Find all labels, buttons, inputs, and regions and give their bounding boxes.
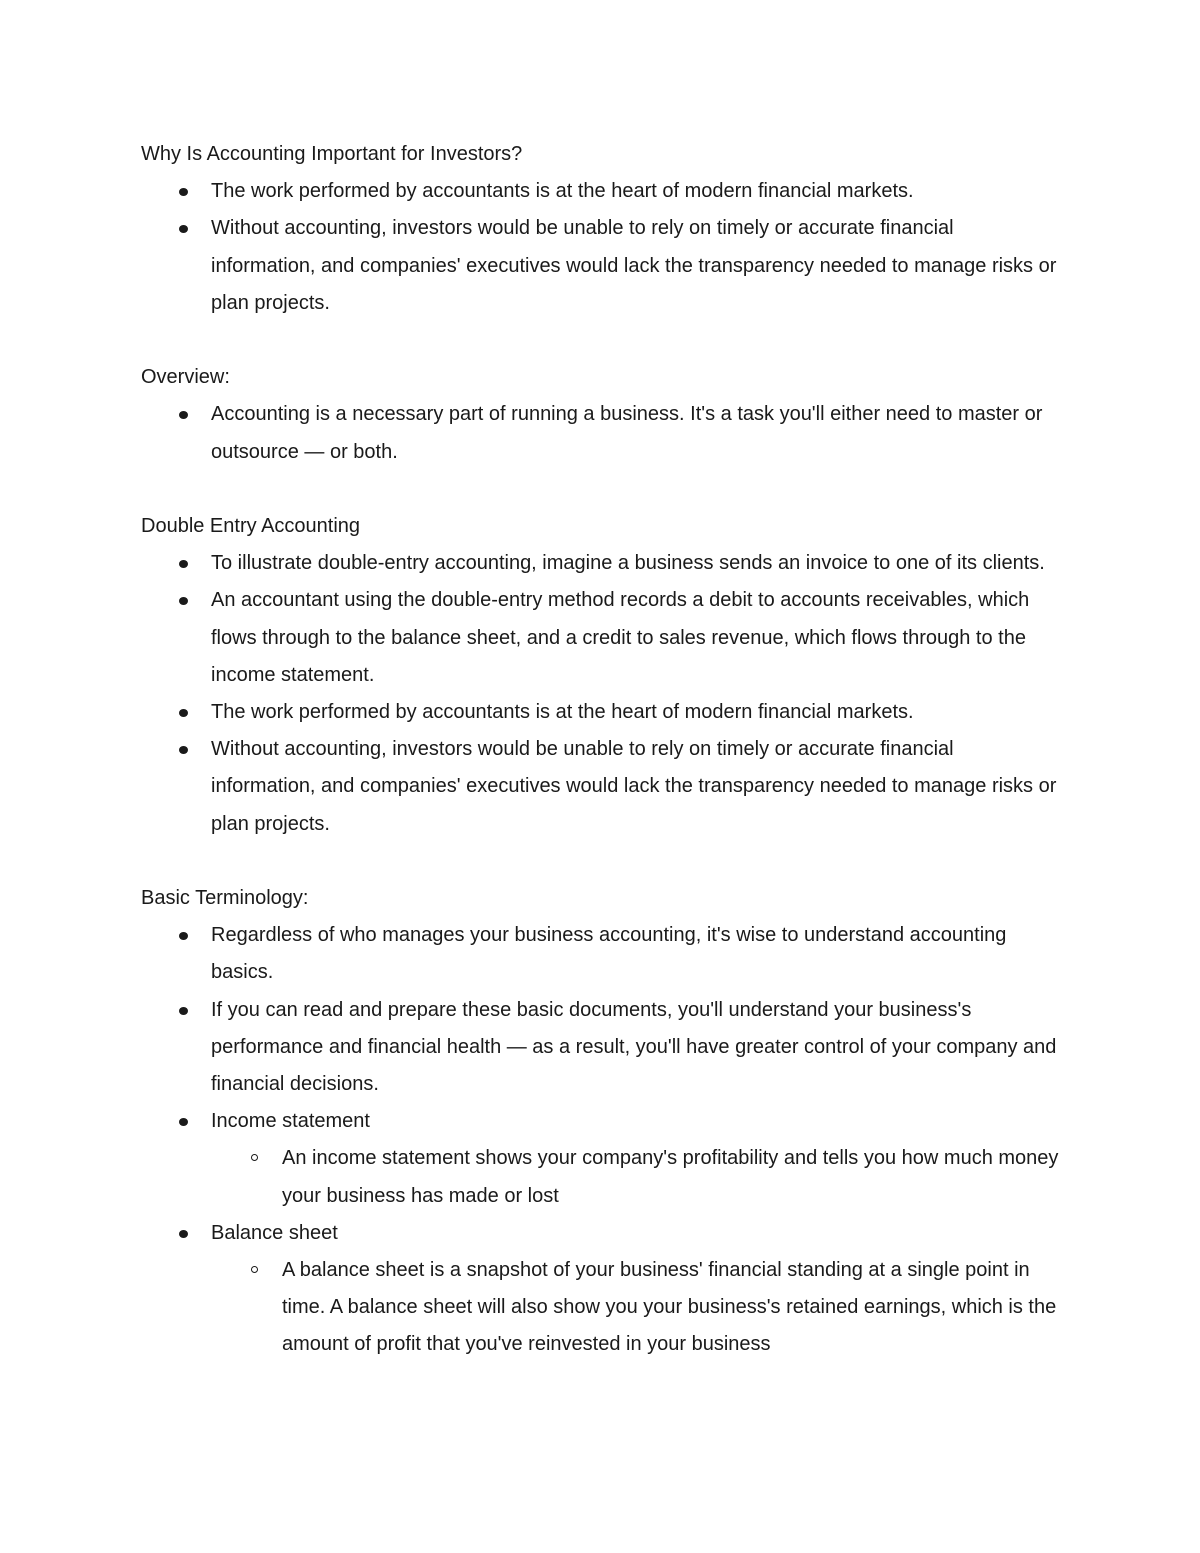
list-item: Without accounting, investors would be unable to rely on timely or accurate financial information, and companies' executives would lack the transparency needed to manage risks or plan projects. — [141, 731, 1061, 843]
sub-bullet-list — [211, 1252, 1061, 1364]
bullet-icon — [179, 709, 188, 717]
section-heading: Why Is Accounting Important for Investors? — [141, 143, 523, 165]
section-why-accounting — [141, 136, 1061, 322]
bullet-icon — [179, 560, 188, 568]
bullet-list — [141, 917, 1061, 1363]
bullet-icon — [179, 411, 188, 419]
sub-bullet-list — [211, 1140, 1061, 1214]
bullet-icon — [179, 597, 188, 605]
section-basic-terminology — [141, 880, 1061, 1364]
list-item-income-statement: Income statement An income statement shows your company's profitability and tells you how much money your business has made or lost — [141, 1103, 1061, 1215]
hollow-bullet-icon — [251, 1266, 258, 1273]
bullet-list — [141, 545, 1061, 843]
list-item: Accounting is a necessary part of running a business. It's a task you'll either need to master or outsource — or both. — [141, 396, 1061, 470]
bullet-list — [141, 173, 1061, 322]
list-item: If you can read and prepare these basic documents, you'll understand your business's performance and financial health — as a result, you'll have greater control of your company and financial decisions. — [141, 992, 1061, 1104]
sub-list-item: A balance sheet is a snapshot of your business' financial standing at a single point in time. A balance sheet will also show you your business's retained earnings, which is the amount of profit that you've reinvested in your business — [211, 1252, 1061, 1364]
section-double-entry — [141, 508, 1061, 843]
bullet-icon — [179, 225, 188, 233]
bullet-list — [141, 396, 1061, 470]
list-item-balance-sheet: Balance sheet A balance sheet is a snapshot of your business' financial standing at a single point in time. A balance sheet will also show you your business's retained earnings, which is the amount of profit that you've reinvested in your business — [141, 1215, 1061, 1364]
section-overview — [141, 359, 1061, 471]
bullet-icon — [179, 746, 188, 754]
bullet-icon — [179, 1007, 188, 1015]
bullet-icon — [179, 188, 188, 196]
list-item: The work performed by accountants is at the heart of modern financial markets. — [141, 173, 1061, 210]
bullet-icon — [179, 932, 188, 940]
list-item: Regardless of who manages your business accounting, it's wise to understand accounting basics. — [141, 917, 1061, 991]
bullet-icon — [179, 1118, 188, 1126]
document-body — [141, 136, 1061, 1401]
list-item: Without accounting, investors would be unable to rely on timely or accurate financial information, and companies' executives would lack the transparency needed to manage risks or plan projects. — [141, 210, 1061, 322]
sub-list-item: An income statement shows your company's profitability and tells you how much money your business has made or lost — [211, 1140, 1061, 1214]
list-item: An accountant using the double-entry method records a debit to accounts receivables, which flows through to the balance sheet, and a credit to sales revenue, which flows through to the income statement. — [141, 582, 1061, 694]
list-item: The work performed by accountants is at the heart of modern financial markets. — [141, 694, 1061, 731]
bullet-icon — [179, 1230, 188, 1238]
list-item: To illustrate double-entry accounting, imagine a business sends an invoice to one of its clients. — [141, 545, 1061, 582]
hollow-bullet-icon — [251, 1154, 258, 1161]
section-heading: Double Entry Accounting — [141, 515, 361, 537]
section-heading: Overview: — [141, 366, 230, 389]
section-heading: Basic Terminology: — [141, 887, 309, 910]
